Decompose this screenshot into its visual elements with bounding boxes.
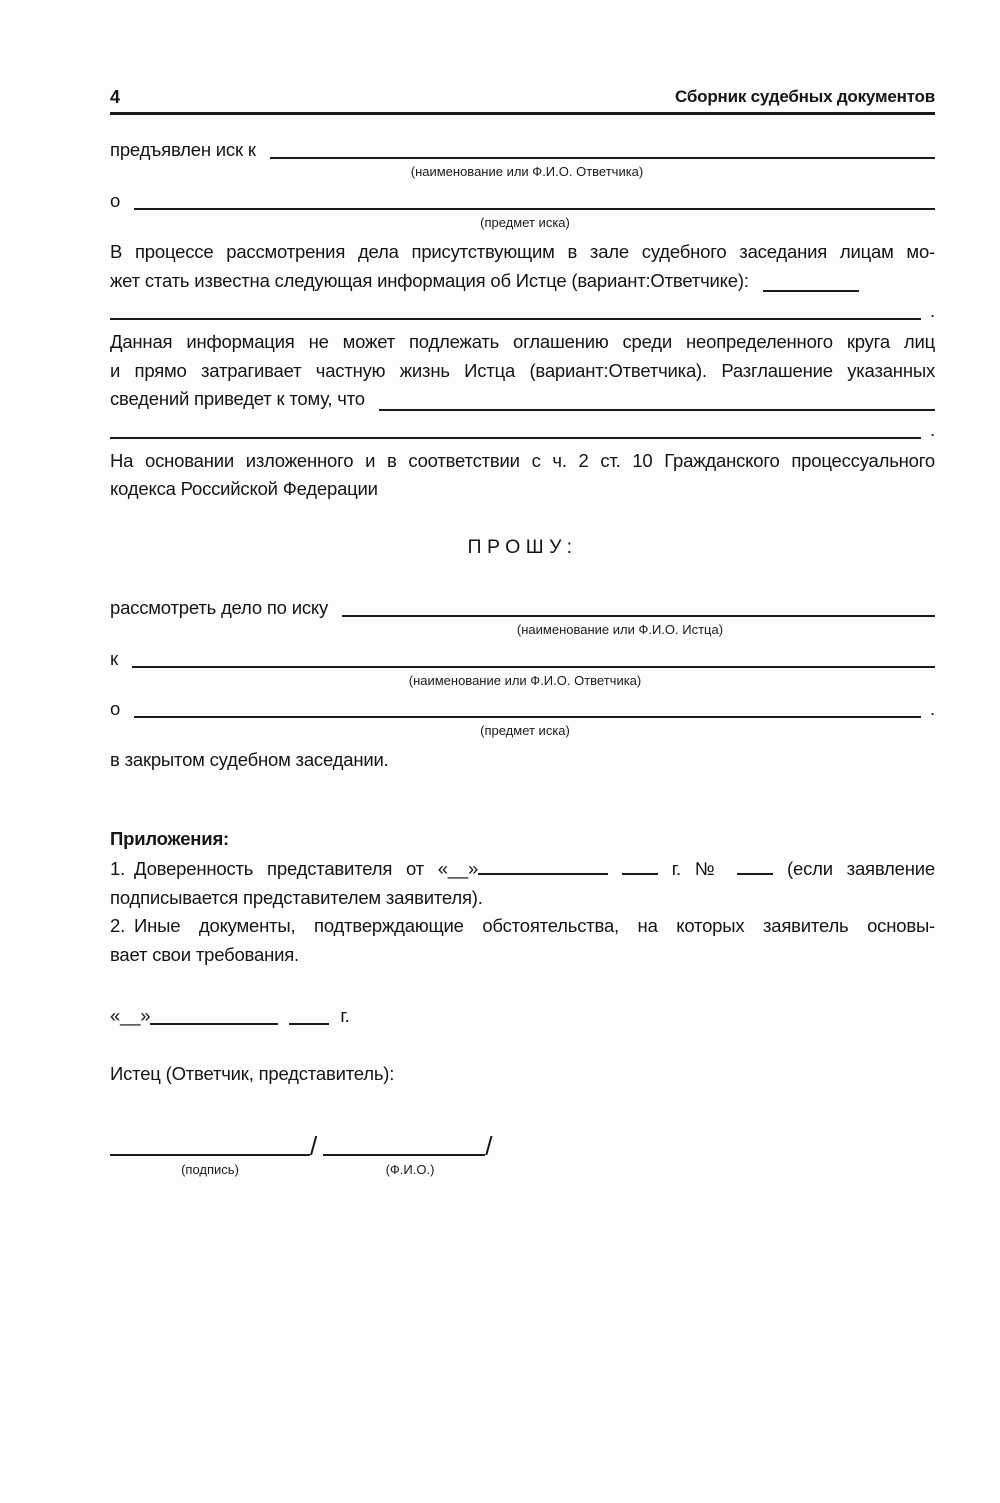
attachment-item-1-line-2: подписывается представителем заявителя). — [110, 886, 483, 908]
attachment-1-text: Доверенность представителя от — [134, 858, 424, 879]
page-number: 4 — [110, 87, 120, 107]
fio-blank — [323, 1152, 485, 1156]
basis-paragraph-line-1: На основании изложенного и в соответствии с ч. 2 ст. 10 Гражданского процессуального — [110, 449, 935, 471]
request-heading: ПРОШУ: — [467, 535, 578, 558]
request-claim-fill-row — [110, 595, 935, 620]
closed-session-line: в закрытом судебном заседании. — [110, 748, 389, 770]
attachment-1-tail-text: (если заявление — [787, 858, 935, 879]
privacy-paragraph-line-1: Данная информация не может подлежать оглашению среди неопределенного круга лиц — [110, 331, 935, 352]
info-continuation-blank — [110, 316, 921, 320]
fio-caption: (Ф.И.О.) — [385, 1161, 435, 1177]
request-claim-label: рассмотреть дело по иску — [110, 596, 329, 618]
signature-row — [110, 1127, 935, 1161]
privacy-line-3-text: сведений приведет к тому, что — [110, 388, 365, 409]
signature-caption: (подпись) — [181, 1161, 239, 1177]
sentence-period: . — [930, 300, 935, 321]
info-paragraph-line-2 — [110, 267, 935, 296]
request-subject-fill-row — [110, 696, 935, 721]
attachment-1-year-label: г. — [671, 858, 681, 879]
sentence-period: . — [930, 418, 935, 440]
info-paragraph-line-1: В процессе рассмотрения дела присутствующим в зале судебного заседания лицам мо- — [110, 241, 935, 262]
info-fill-blank — [763, 288, 859, 292]
request-subject-label: о — [110, 697, 121, 719]
privacy-fill-blank — [379, 407, 935, 411]
info-continuation-blank-row — [110, 299, 935, 323]
attachments-heading: Приложения: — [110, 828, 229, 849]
signer-label: Истец (Ответчик, представитель): — [110, 1063, 395, 1084]
privacy-paragraph-line-3 — [110, 385, 935, 414]
request-claim-fill-blank — [342, 613, 935, 617]
info-line-2-text: жет стать известна следующая информация об Истце (вариант:Ответчике): — [110, 269, 749, 291]
attachment-item-2-line-1 — [110, 912, 935, 941]
privacy-continuation-blank — [110, 435, 921, 439]
attachment-1-date-field — [438, 858, 608, 879]
privacy-paragraph-line-2: и прямо затрагивает частную жизнь Истца (вариант:Ответчика). Разглашение указанных — [110, 359, 935, 381]
page-content — [110, 0, 935, 1177]
date-year-label: г. — [340, 1005, 350, 1026]
request-subject-fill-blank — [134, 714, 921, 718]
privacy-continuation-blank-row — [110, 418, 935, 442]
attachment-1-number: 1. — [110, 858, 126, 879]
subject-caption: (предмет иска) — [480, 215, 570, 230]
attachment-1-day-quotes: «__» — [437, 858, 479, 879]
subject-fill-blank — [134, 206, 935, 210]
defendant-label: предъявлен иск к — [110, 139, 256, 160]
subject-label: о — [110, 190, 121, 211]
attachment-item-1-line-1 — [110, 855, 935, 884]
request-claim-caption: (наименование или Ф.И.О. Истца) — [516, 621, 724, 637]
attachment-1-number-blank — [737, 871, 773, 875]
attachment-2-text: Иные документы, подтверждающие обстоятельства, на которых заявитель основы- — [134, 915, 935, 936]
sentence-period: . — [930, 697, 935, 719]
running-title: Сборник судебных документов — [675, 87, 935, 106]
date-row — [110, 1003, 935, 1028]
attachment-1-number-sign: № — [694, 858, 724, 879]
fio-slash: / — [485, 1130, 493, 1161]
request-subject-caption: (предмет иска) — [480, 722, 570, 738]
attachment-1-month-blank — [478, 871, 608, 875]
signature-blank — [110, 1152, 310, 1156]
page-header — [110, 87, 935, 115]
date-month-blank — [150, 1021, 278, 1025]
request-defendant-fill-blank — [132, 664, 935, 668]
defendant-caption: (наименование или Ф.И.О. Ответчика) — [410, 164, 644, 179]
attachment-1-year-blank — [622, 871, 658, 875]
attachment-2-number: 2. — [110, 915, 126, 936]
request-defendant-label: к — [110, 647, 118, 669]
defendant-fill-blank — [270, 155, 935, 159]
subject-fill-row — [110, 188, 935, 213]
request-defendant-fill-row — [110, 646, 935, 671]
date-year-blank — [289, 1021, 329, 1025]
attachment-item-2-line-2: вает свои требования. — [110, 943, 299, 965]
defendant-fill-row — [110, 137, 935, 162]
signature-captions-row — [110, 1160, 935, 1177]
signature-slash: / — [310, 1130, 318, 1161]
date-day-quotes: «__» — [110, 1005, 151, 1026]
request-defendant-caption: (наименование или Ф.И.О. Ответчика) — [408, 672, 642, 688]
basis-paragraph-line-2: кодекса Российской Федерации — [110, 478, 378, 499]
